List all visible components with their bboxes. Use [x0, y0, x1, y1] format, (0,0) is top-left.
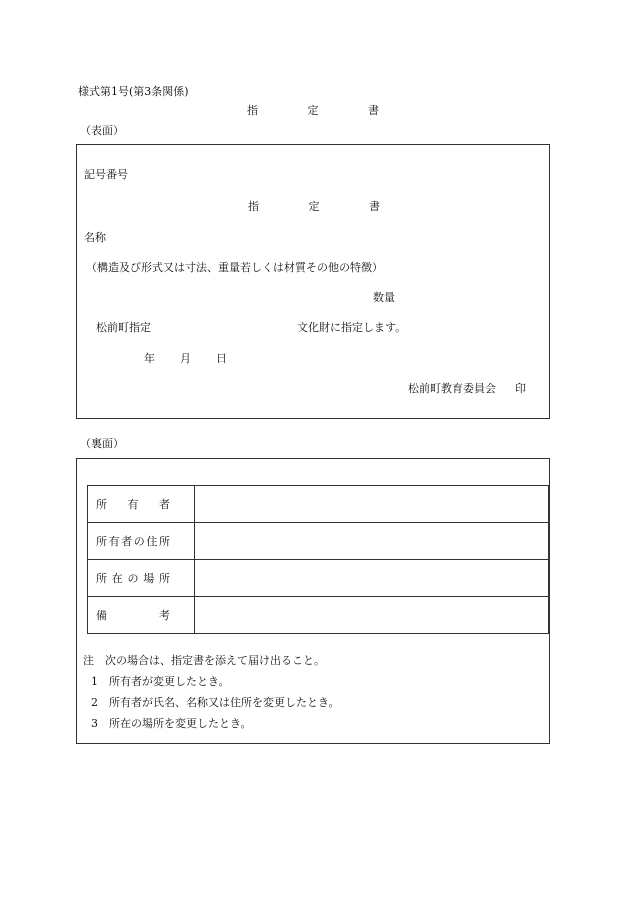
location-label-cell [88, 560, 195, 597]
header-title [247, 105, 379, 116]
label-char: 者 [159, 498, 170, 511]
table-row [88, 523, 549, 560]
back-section-label: （裏面） [80, 437, 124, 450]
certificate-title-char: 定 [308, 200, 320, 213]
header-title-char: 指 [247, 104, 258, 117]
label-char: 所 [96, 498, 107, 511]
label-char: 所 [158, 535, 170, 548]
note-item: 3 所在の場所を変更したとき。 [91, 717, 252, 730]
label-char: 住 [146, 535, 158, 548]
table-row [88, 486, 549, 523]
note-item: 2 所有者が氏名、名称又は住所を変更したとき。 [91, 696, 340, 709]
certificate-title-char: 書 [369, 200, 380, 213]
date-day-label: 日 [216, 352, 227, 365]
header-title-char: 定 [307, 104, 319, 117]
remarks-label-cell [88, 597, 195, 634]
label-char: 者 [121, 535, 133, 548]
note-heading: 注 次の場合は、指定書を添えて届け出ること。 [83, 654, 325, 667]
remarks-value-cell[interactable] [194, 597, 548, 634]
label-char: の [127, 572, 139, 585]
label-char: 考 [159, 609, 170, 622]
label-char: 所 [96, 535, 107, 548]
header-title-char: 書 [368, 104, 379, 117]
name-label: 名称 [84, 231, 106, 244]
label-char: 場 [143, 572, 155, 585]
location-value-cell[interactable] [194, 560, 548, 597]
form-number-label: 様式第1号(第3条関係) [78, 85, 189, 98]
owner-address-value-cell[interactable] [194, 523, 548, 560]
certificate-title [248, 201, 380, 212]
seal-mark: 印 [515, 382, 526, 395]
back-certificate-box [76, 458, 550, 744]
label-char: 在 [111, 572, 123, 585]
designation-prefix: 松前町指定 [96, 321, 151, 334]
label-char: 所 [96, 572, 107, 585]
table-row [88, 597, 549, 634]
note-item: 1 所有者が変更したとき。 [91, 675, 230, 688]
record-number-label: 記号番号 [84, 168, 128, 181]
designation-suffix: 文化財に指定します。 [297, 321, 407, 334]
table-row [88, 560, 549, 597]
label-char: 所 [159, 572, 170, 585]
date-year-label: 年 [144, 352, 155, 365]
structure-label: （構造及び形式又は寸法、重量若しくは材質その他の特徴） [86, 261, 383, 274]
owner-label-cell [88, 486, 195, 523]
owner-address-label-cell [88, 523, 195, 560]
front-section-label: （表面） [80, 124, 124, 137]
label-char: 有 [108, 535, 120, 548]
label-char: の [133, 535, 145, 548]
quantity-label: 数量 [373, 291, 395, 304]
certificate-title-char: 指 [248, 200, 259, 213]
date-month-label: 月 [180, 352, 191, 365]
owner-value-cell[interactable] [194, 486, 548, 523]
label-char: 有 [127, 498, 139, 511]
issuer-name: 松前町教育委員会 [408, 382, 496, 395]
front-certificate-box [76, 144, 550, 419]
label-char: 備 [96, 609, 107, 622]
owner-info-table [87, 485, 549, 634]
